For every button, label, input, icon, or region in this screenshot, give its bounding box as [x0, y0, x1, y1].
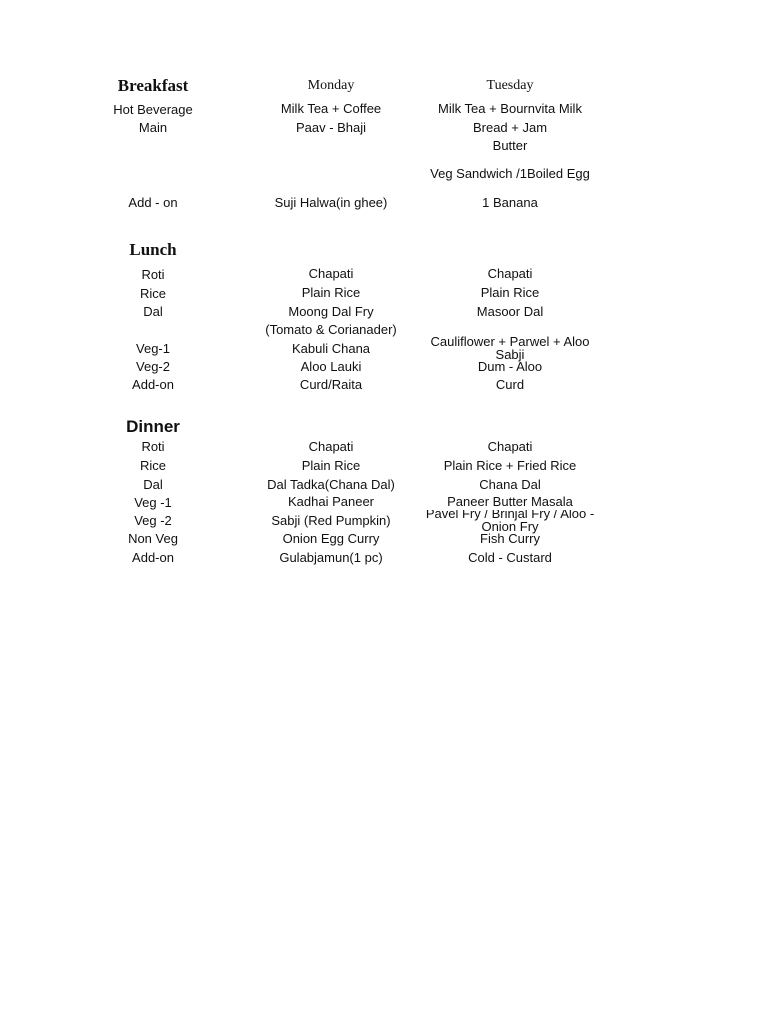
lunch-tuesday-line: Cauliflower + Parwel + Aloo	[430, 336, 590, 349]
breakfast-monday-cell: Suji Halwa(in ghee)	[274, 195, 388, 210]
lunch-row-label: Add-on	[132, 377, 174, 392]
monday-heading: Monday	[307, 78, 355, 93]
lunch-tuesday-line: Sabji	[495, 347, 525, 362]
dinner-monday-cell: Dal Tadka(Chana Dal)	[267, 477, 395, 492]
lunch-tuesday-cell: Chapati	[487, 266, 533, 281]
dinner-tuesday-cell: Fish Curry	[480, 531, 540, 546]
lunch-monday-cell: (Tomato & Corianader)	[265, 322, 397, 337]
breakfast-row-label: Main	[138, 120, 168, 135]
dinner-monday-cell: Kadhai Paneer	[287, 494, 375, 509]
lunch-tuesday-cell: Curd	[495, 377, 525, 392]
lunch-tuesday-cell: Dum - Aloo	[477, 359, 543, 374]
dinner-tuesday-line: Onion Fry	[481, 519, 539, 534]
lunch-heading: Lunch	[129, 240, 177, 259]
breakfast-tuesday-cell: Bread + Jam	[472, 120, 548, 135]
breakfast-tuesday-cell: Milk Tea + Bournvita Milk	[438, 101, 582, 116]
dinner-tuesday-cell: Chapati	[487, 439, 533, 454]
dinner-tuesday-cell: Cold - Custard	[468, 550, 552, 565]
dinner-monday-cell: Sabji (Red Pumpkin)	[271, 513, 391, 528]
breakfast-row-label: Hot Beverage	[113, 102, 193, 117]
dinner-monday-cell: Plain Rice	[301, 458, 361, 473]
breakfast-tuesday-cell: 1 Banana	[482, 195, 538, 210]
dinner-monday-cell: Onion Egg Curry	[282, 531, 380, 546]
dinner-row-label: Add-on	[132, 550, 174, 565]
lunch-tuesday-cell: Plain Rice	[480, 285, 540, 300]
dinner-row-label: Roti	[141, 439, 165, 454]
dinner-row-label: Veg -1	[134, 495, 172, 510]
breakfast-heading: Breakfast	[117, 76, 189, 95]
dinner-row-label: Rice	[139, 458, 167, 473]
lunch-monday-cell: Kabuli Chana	[291, 341, 371, 356]
breakfast-row-label: Add - on	[128, 195, 178, 210]
lunch-tuesday-cell: Masoor Dal	[476, 304, 544, 319]
dinner-heading: Dinner	[126, 417, 180, 436]
dinner-tuesday-cell: Plain Rice + Fried Rice	[443, 458, 577, 473]
dinner-tuesday-cell: Chana Dal	[479, 477, 541, 492]
lunch-row-label: Rice	[139, 286, 167, 301]
breakfast-tuesday-cell: Veg Sandwich /1Boiled Egg	[430, 166, 590, 181]
lunch-monday-cell: Chapati	[308, 266, 354, 281]
dinner-monday-cell: Chapati	[308, 439, 354, 454]
dinner-tuesday-cell: Paneer Butter Masala	[447, 494, 573, 509]
lunch-monday-cell: Moong Dal Fry	[288, 304, 374, 319]
dinner-tuesday-line: Pavel Fry / Brinjal Fry / Aloo -	[425, 510, 595, 521]
lunch-monday-cell: Curd/Raita	[299, 377, 363, 392]
dinner-monday-cell: Gulabjamun(1 pc)	[279, 550, 383, 565]
lunch-row-label: Dal	[143, 304, 163, 319]
lunch-monday-cell: Plain Rice	[301, 285, 361, 300]
breakfast-monday-cell: Paav - Bhaji	[295, 120, 367, 135]
dinner-row-label: Dal	[143, 477, 163, 492]
dinner-row-label: Non Veg	[128, 531, 178, 546]
lunch-row-label: Veg-2	[136, 359, 170, 374]
breakfast-monday-cell: Milk Tea + Coffee	[280, 101, 382, 116]
lunch-row-label: Veg-1	[136, 341, 170, 356]
lunch-row-label: Roti	[141, 267, 165, 282]
dinner-row-label: Veg -2	[134, 513, 172, 528]
lunch-monday-cell: Aloo Lauki	[300, 359, 362, 374]
breakfast-tuesday-cell: Butter	[492, 138, 528, 153]
tuesday-heading: Tuesday	[486, 78, 534, 93]
